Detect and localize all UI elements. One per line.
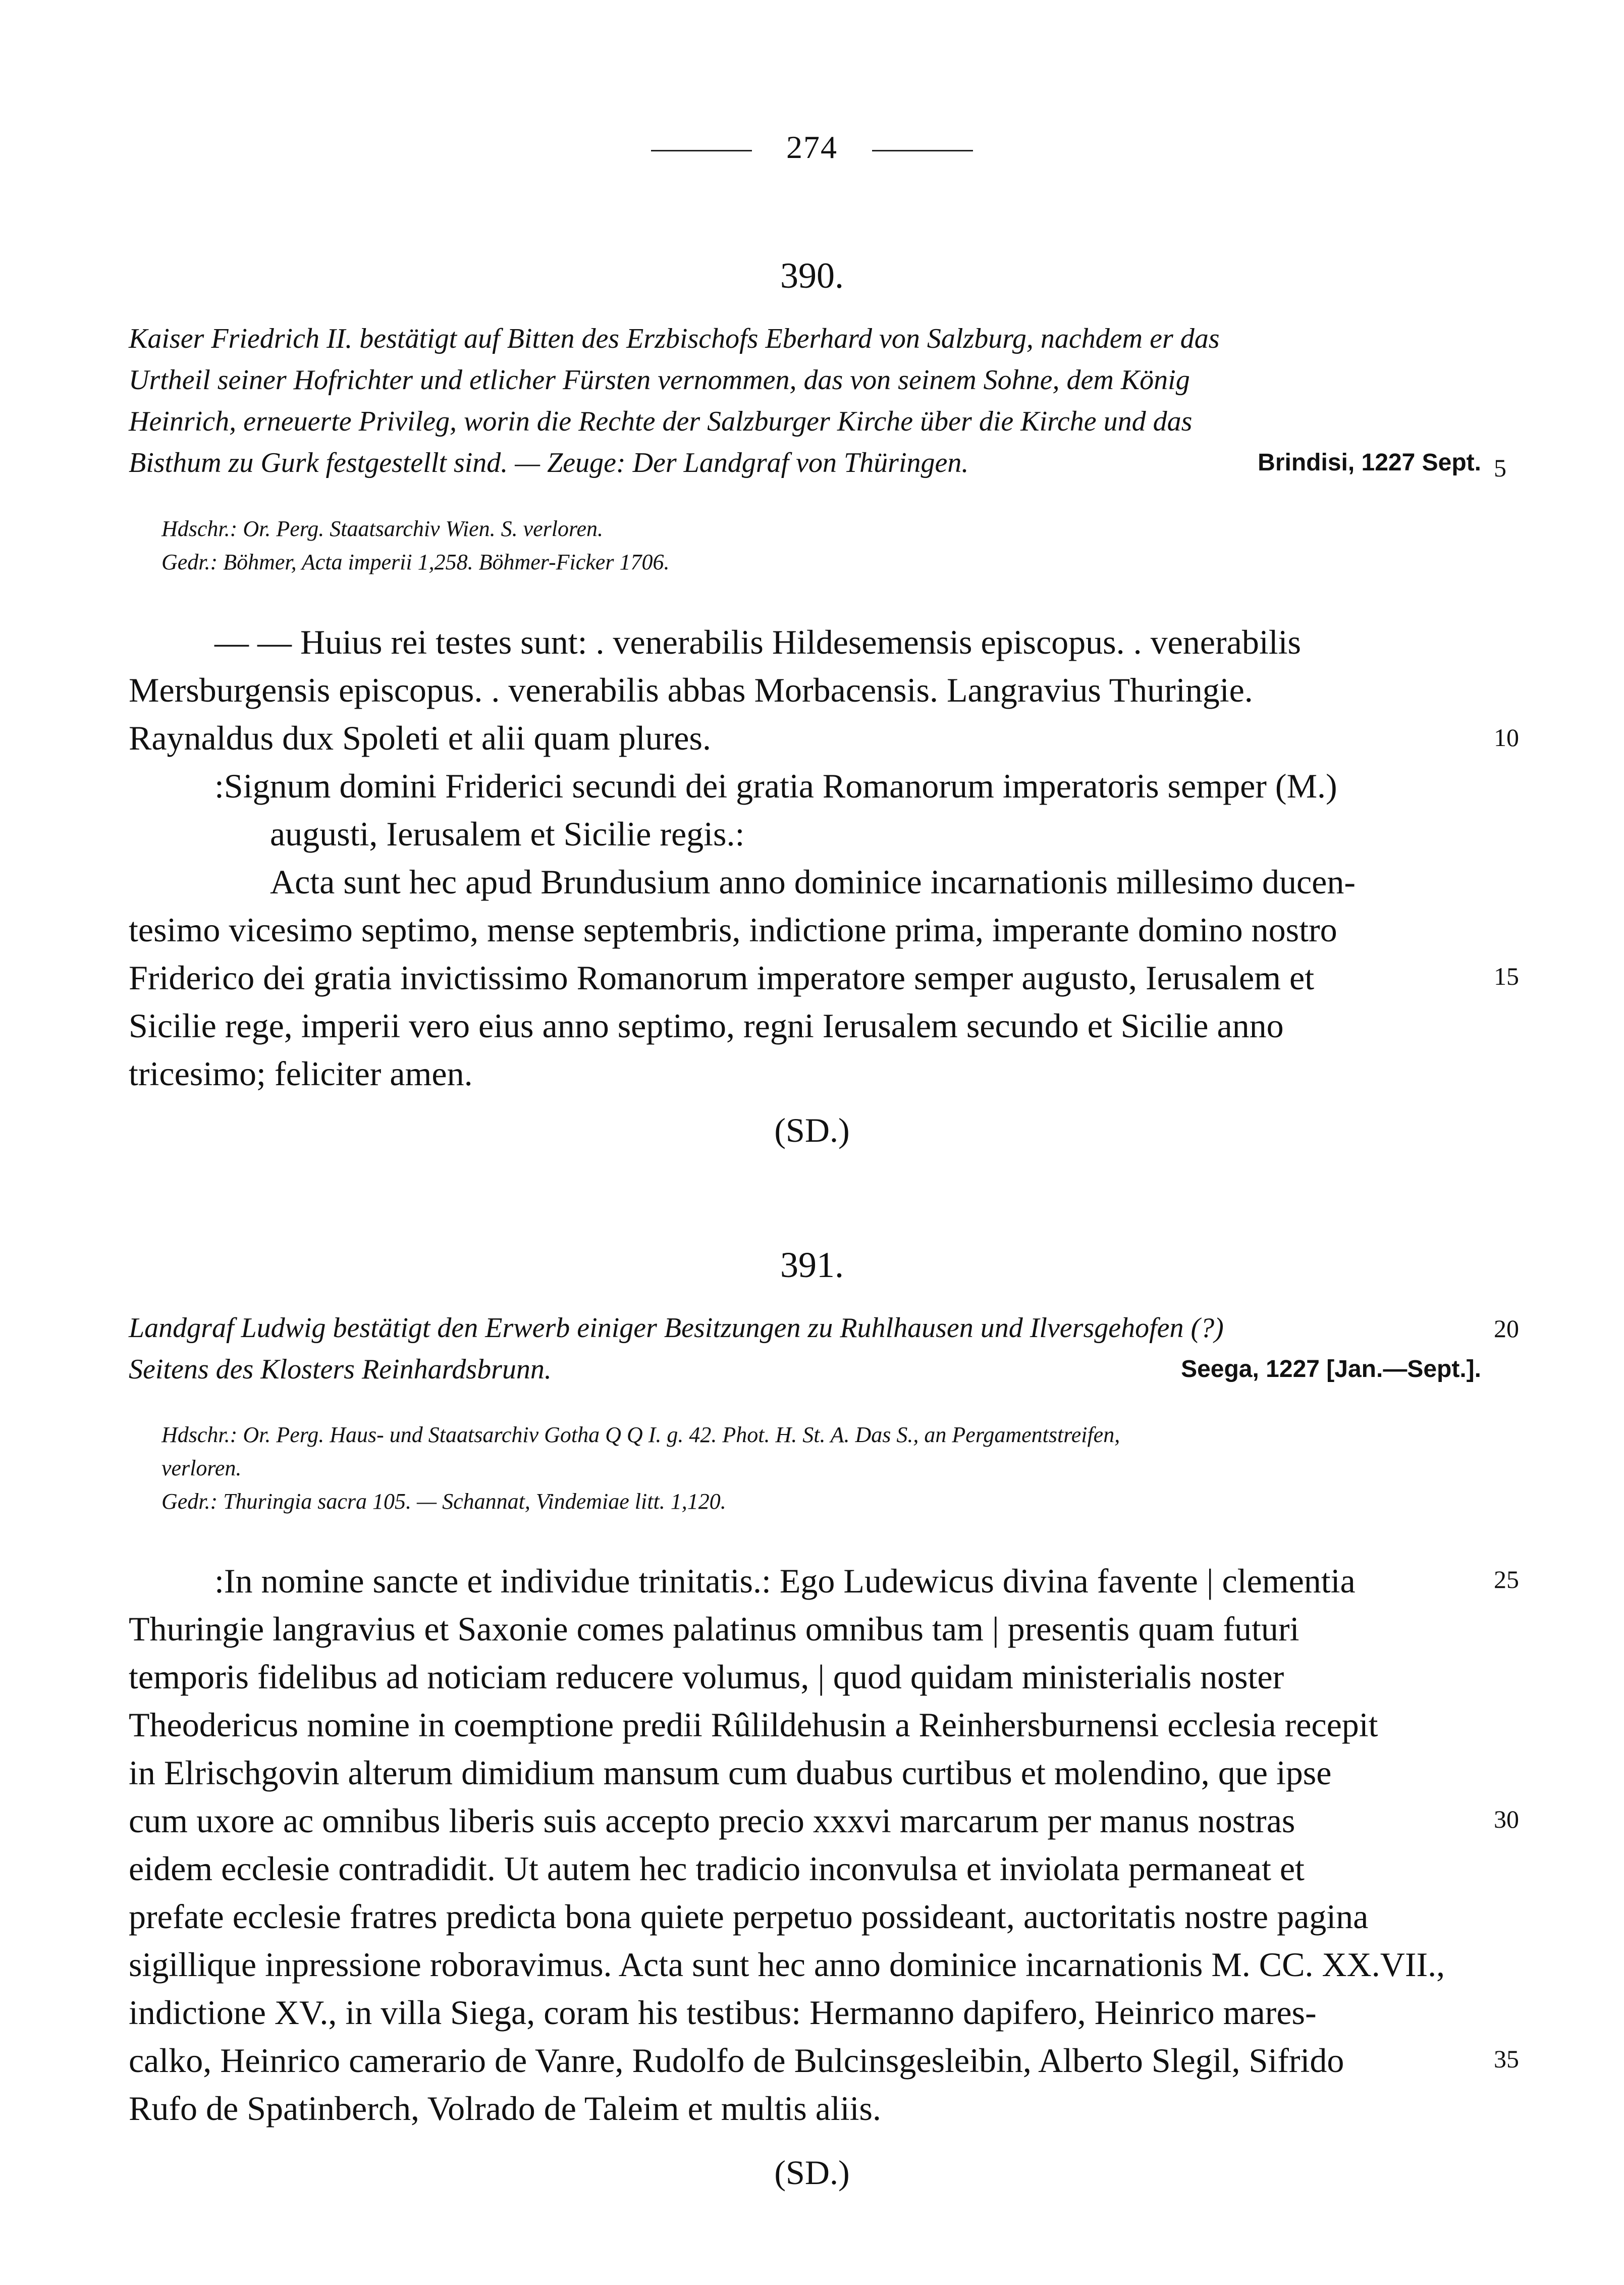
text-line: — — Huius rei testes sunt: . venerabilis Hildesemensis episcopus. . venerabilis (214, 623, 1301, 661)
text-line: augusti, Ierusalem et Sicilie regis.: (270, 815, 745, 853)
regest-line: Heinrich, erneuerte Privileg, worin die Rechte der Salzburger Kirche über die Kirche und das (129, 406, 1193, 437)
doc-391-signoff: (SD.) (774, 2153, 850, 2192)
text-line: cum uxore ac omnibus liberis suis accepto precio xxxvi marcarum per manus nostras (129, 1801, 1295, 1840)
regest-line: Bisthum zu Gurk festgestellt sind. — Zeuge: Der Landgraf von Thüringen. (129, 447, 969, 479)
text-line: temporis fidelibus ad noticiam reducere volumus, | quod quidam ministerialis noster (129, 1658, 1284, 1696)
regest-line-last (129, 442, 1481, 484)
line-number-35: 35 (1494, 2045, 1519, 2073)
place-date: Brindisi, 1227 Sept. (1258, 449, 1481, 476)
text-line: Sicilie rege, imperii vero eius anno septimo, regni Ierusalem secundo et Sicilie anno (129, 1006, 1284, 1045)
print-note: Gedr.: Böhmer, Acta imperii 1,258. Böhmer-Ficker 1706. (161, 550, 670, 574)
text-line: Acta sunt hec apud Brundusium anno dominice incarnationis millesimo ducen- (270, 863, 1356, 901)
text-line: Mersburgensis episcopus. . venerabilis abbas Morbacensis. Langravius Thuringie. (129, 671, 1253, 709)
text-line: indictione XV., in villa Siega, coram his testibus: Hermanno dapifero, Heinrico mares- (129, 1993, 1317, 2032)
text-line: Friderico dei gratia invictissimo Romanorum imperatore semper augusto, Ierusalem et (129, 959, 1315, 997)
text-line: sigillique inpressione roboravimus. Acta sunt hec anno dominice incarnationis M. CC. XX.VII., (129, 1945, 1445, 1984)
doc-391-text (129, 1557, 1481, 2133)
regest-line: Seitens des Klosters Reinhardsbrunn. (129, 1354, 552, 1385)
doc-391-number: 391. (780, 1245, 844, 1285)
text-line: Raynaldus dux Spoleti et alii quam plures. (129, 719, 711, 757)
text-line: :Signum domini Friderici secundi dei gratia Romanorum imperatoris semper (M.) (214, 767, 1337, 805)
text-line: :In nomine sancte et individue trinitatis.: Ego Ludewicus divina favente | clementia (214, 1562, 1356, 1600)
header-dash-right (872, 150, 973, 151)
doc-391-notes (161, 1418, 1484, 1518)
doc-390-number: 390. (780, 255, 844, 296)
regest-line: Urtheil seiner Hofrichter und etlicher Fürsten vernommen, das von seinem Sohne, dem König (129, 364, 1190, 396)
text-line: calko, Heinrico camerario de Vanre, Rudolfo de Bulcinsgesleibin, Alberto Slegil, Sifrido (129, 2041, 1344, 2080)
text-line: prefate ecclesie fratres predicta bona quiete perpetuo possideant, auctoritatis nostre pagina (129, 1897, 1369, 1936)
doc-390-notes (161, 512, 1484, 579)
doc-390-signoff: (SD.) (774, 1111, 850, 1149)
line-number-10: 10 (1494, 723, 1519, 752)
text-line: Rufo de Spatinberch, Volrado de Taleim et multis aliis. (129, 2089, 882, 2128)
header-dash-left (651, 150, 752, 151)
regest-line-last (129, 1349, 1481, 1390)
line-number-25: 25 (1494, 1565, 1519, 1593)
manuscript-note-cont: verloren. (161, 1456, 242, 1480)
text-line: Thuringie langravius et Saxonie comes palatinus omnibus tam | presentis quam futuri (129, 1610, 1300, 1648)
print-note: Gedr.: Thuringia sacra 105. — Schannat, Vindemiae litt. 1,120. (161, 1489, 726, 1514)
text-line: tesimo vicesimo septimo, mense septembris, indictione prima, imperante domino nostro (129, 911, 1337, 949)
line-number-5: 5 (1494, 454, 1506, 482)
line-number-15: 15 (1494, 962, 1519, 990)
line-number-20: 20 (1494, 1314, 1519, 1343)
manuscript-note: Hdschr.: Or. Perg. Haus- und Staatsarchiv Gotha Q Q I. g. 42. Phot. H. St. A. Das S., an Pergamentstreifen, (161, 1422, 1120, 1447)
doc-390-regest (129, 318, 1481, 484)
page-number: 274 (786, 129, 838, 165)
place-date: Seega, 1227 [Jan.—Sept.]. (1181, 1356, 1481, 1383)
page-header (0, 129, 1624, 166)
line-number-30: 30 (1494, 1805, 1519, 1833)
text-line: in Elrischgovin alterum dimidium mansum cum duabus curtibus et molendino, que ipse (129, 1753, 1332, 1792)
regest-line: Landgraf Ludwig bestätigt den Erwerb einiger Besitzungen zu Ruhlhausen und Ilversgehofen (?) (129, 1312, 1224, 1344)
manuscript-note: Hdschr.: Or. Perg. Staatsarchiv Wien. S. verloren. (161, 516, 603, 541)
regest-line: Kaiser Friedrich II. bestätigt auf Bitten des Erzbischofs Eberhard von Salzburg, nachdem er das (129, 323, 1220, 354)
doc-390-text (129, 618, 1481, 1098)
text-line: tricesimo; feliciter amen. (129, 1054, 473, 1093)
doc-391-regest (129, 1307, 1481, 1390)
text-line: eidem ecclesie contradidit. Ut autem hec tradicio inconvulsa et inviolata permaneat et (129, 1849, 1305, 1888)
text-line: Theodericus nomine in coemptione predii Rûlildehusin a Reinhersburnensi ecclesia recepit (129, 1706, 1378, 1744)
